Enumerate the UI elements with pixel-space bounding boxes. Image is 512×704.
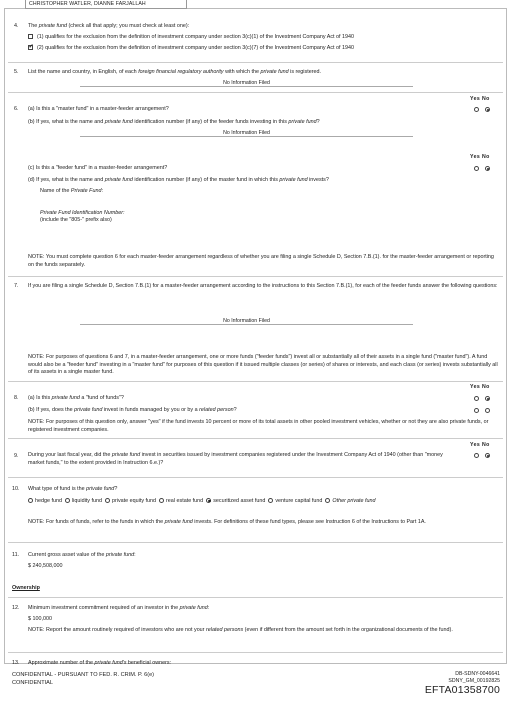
q6c-no-radio[interactable] bbox=[485, 166, 490, 171]
q8b-answer bbox=[474, 408, 496, 414]
q9-no-radio[interactable] bbox=[485, 453, 490, 458]
real-estate-fund-label: real estate fund bbox=[166, 498, 204, 504]
real-estate-fund-radio[interactable] bbox=[159, 498, 164, 503]
q13-text: Approximate number of the private fund's beneficial owners: bbox=[28, 660, 172, 666]
q7-text: If you are filing a single Schedule D, Section 7.B.(1) for a master-feeder arrangement according to the instructions to this Section 7.B.(1), for each of the feeder funds answer the following questions: bbox=[28, 283, 498, 289]
q8a-yes-radio[interactable] bbox=[474, 396, 479, 401]
q9-yes-no-header: Yes No bbox=[470, 442, 490, 448]
production-number-2: SDNY_GM_00192825 bbox=[448, 678, 500, 685]
securitized-asset-fund-label: securitized asset fund bbox=[213, 498, 266, 504]
venture-capital-fund-label: venture capital fund bbox=[275, 498, 323, 504]
divider bbox=[8, 62, 503, 63]
q7-number: 7. bbox=[14, 283, 19, 289]
q12-text: Minimum investment commitment required of an investor in the private fund: bbox=[28, 605, 210, 611]
venture-capital-fund-radio[interactable] bbox=[268, 498, 273, 503]
private-equity-fund-radio[interactable] bbox=[105, 498, 110, 503]
q8a-no-radio[interactable] bbox=[485, 396, 490, 401]
q4-option-1-checkbox[interactable] bbox=[28, 34, 33, 39]
q6a-answer bbox=[474, 107, 496, 113]
q6a-no-radio[interactable] bbox=[485, 107, 490, 112]
divider bbox=[8, 438, 503, 439]
q12-value: $ 100,000 bbox=[28, 616, 52, 622]
q6d-id-note: (include the "805-" prefix also) bbox=[40, 217, 112, 223]
divider bbox=[8, 92, 503, 93]
divider bbox=[8, 477, 503, 478]
production-number-1: DB-SDNY-0046641 bbox=[455, 671, 500, 677]
q9-number: 9. bbox=[14, 453, 19, 459]
q6c-yes-no-header: Yes No bbox=[470, 154, 490, 160]
confidentiality-footer bbox=[12, 671, 154, 687]
q5-value: No Information Filed bbox=[80, 79, 413, 87]
q10-note: NOTE: For funds of funds, refer to the funds in which the private fund invests. For definitions of these fund types, please see Instruction 6 of the Instructions to Part 1A. bbox=[28, 519, 426, 525]
bates-number: EFTA01358700 bbox=[424, 684, 500, 697]
q9-answer bbox=[474, 453, 496, 459]
q6d-name-label: Name of the Private Fund: bbox=[40, 188, 103, 194]
divider bbox=[8, 276, 503, 277]
q6d-id-label: Private Fund Identification Number: bbox=[40, 210, 125, 216]
hedge-fund-radio[interactable] bbox=[28, 498, 33, 503]
q8b-no-radio[interactable] bbox=[485, 408, 490, 413]
q4-option-1 bbox=[28, 34, 354, 40]
q4-option-2 bbox=[28, 45, 354, 51]
q4-option-2-checkbox[interactable] bbox=[28, 45, 33, 50]
divider bbox=[8, 381, 503, 382]
divider bbox=[8, 652, 503, 653]
q11-number: 11. bbox=[12, 552, 20, 558]
q6c-answer bbox=[474, 166, 496, 172]
q9-text: During your last fiscal year, did the private fund invest in securities issued by investment companies registered under the Investment Company Act of 1940 (other than "money market funds," to the extent provided in Instruction 6.e.)? bbox=[28, 452, 443, 466]
bates-footer bbox=[425, 671, 500, 696]
q6-number: 6. bbox=[14, 106, 19, 112]
divider bbox=[8, 597, 503, 598]
confidential-notice: CONFIDENTIAL - PURSUANT TO FED. R. CRIM. P. 6(e) bbox=[12, 672, 155, 678]
q12-note: NOTE: Report the amount routinely required of investors who are not your related persons (even if different from the amount set forth in the organizational documents of the fund). bbox=[28, 627, 453, 633]
q6d-text: (d) If yes, what is the name and private fund identification number (if any) of the master fund in which this private fund invests? bbox=[28, 177, 329, 183]
q8-note: NOTE: For purposes of this question only, answer "yes" if the fund invests 10 percent or more of its total assets in other pooled investment vehicles, whether or not they are also private funds, or registered investment companies. bbox=[28, 419, 489, 433]
q8-yes-no-header: Yes No bbox=[470, 384, 490, 390]
q8a-answer bbox=[474, 396, 496, 402]
other-private-fund-radio[interactable] bbox=[325, 498, 330, 503]
securitized-asset-fund-radio[interactable] bbox=[206, 498, 211, 503]
q6a-yes-radio[interactable] bbox=[474, 107, 479, 112]
q10-text: What type of fund is the private fund? bbox=[28, 486, 118, 492]
confidential-label: CONFIDENTIAL bbox=[12, 680, 54, 686]
q10-fund-types bbox=[28, 498, 376, 504]
q6b-text: (b) If yes, what is the name and private fund identification number (if any) of the feeder funds investing in this private fund? bbox=[28, 119, 320, 125]
filer-name-box: CHRISTOPHER WATLER, DIANNE FARJALLAH bbox=[25, 0, 187, 9]
liquidity-fund-radio[interactable] bbox=[65, 498, 70, 503]
private-equity-fund-label: private equity fund bbox=[111, 498, 157, 504]
hedge-fund-label: hedge fund bbox=[35, 498, 62, 504]
divider bbox=[8, 542, 503, 543]
q4-option-1-label: (1) qualifies for the exclusion from the definition of investment company under section 3(c)(1) of the Investment Company Act of 1940 bbox=[37, 34, 355, 40]
q6a-yes-no-header: Yes No bbox=[470, 96, 490, 102]
other-private-fund-label: Other private fund bbox=[332, 498, 376, 504]
q7-note: NOTE: For purposes of questions 6 and 7, in a master-feeder arrangement, one or more funds ("feeder funds") invest all or substantially all of their assets in a single fund ("master fund"). A fund would also be a "feeder fund" investing in a "master fund" for purposes of this question if it issued multiple classes (or series) of shares or interests, and each class (or series) invests substantially all of its assets in a single master fund. bbox=[28, 354, 498, 376]
q13-number: 13. bbox=[12, 660, 20, 666]
q11-text: Current gross asset value of the private fund: bbox=[28, 552, 136, 558]
liquidity-fund-label: liquidity fund bbox=[71, 498, 102, 504]
q4-number: 4. bbox=[14, 23, 19, 29]
q9-yes-radio[interactable] bbox=[474, 453, 479, 458]
q6-note: NOTE: You must complete question 6 for each master-feeder arrangement regardless of whether you are filing a single Schedule D, Section 7.B.(1). for the master-feeder arrangement or reporting on the funds separately. bbox=[28, 254, 494, 268]
q7-value: No Information Filed bbox=[80, 317, 413, 325]
q11-value: $ 240,508,000 bbox=[28, 563, 63, 569]
q8a-text: (a) Is this private fund a "fund of funds"? bbox=[28, 395, 124, 401]
q6b-value: No Information Filed bbox=[80, 129, 413, 137]
q10-number: 10. bbox=[12, 486, 20, 492]
q5-text: List the name and country, in English, of each foreign financial regulatory authority with which the private fund is registered. bbox=[28, 69, 321, 75]
q12-number: 12. bbox=[12, 605, 20, 611]
q8-number: 8. bbox=[14, 395, 19, 401]
q6c-yes-radio[interactable] bbox=[474, 166, 479, 171]
q6c-text: (c) Is this a "feeder fund" in a master-feeder arrangement? bbox=[28, 165, 168, 171]
q4-option-2-label: (2) qualifies for the exclusion from the definition of investment company under section 3(c)(7) of the Investment Company Act of 1940 bbox=[37, 45, 355, 51]
q6a-text: (a) Is this a "master fund" in a master-feeder arrangement? bbox=[28, 106, 169, 112]
q4-text: The private fund (check all that apply; you must check at least one): bbox=[28, 23, 190, 29]
ownership-heading: Ownership bbox=[12, 585, 40, 591]
q8b-yes-radio[interactable] bbox=[474, 408, 479, 413]
q5-number: 5. bbox=[14, 69, 19, 75]
q8b-text: (b) If yes, does the private fund invest in funds managed by you or by a related person? bbox=[28, 407, 237, 413]
